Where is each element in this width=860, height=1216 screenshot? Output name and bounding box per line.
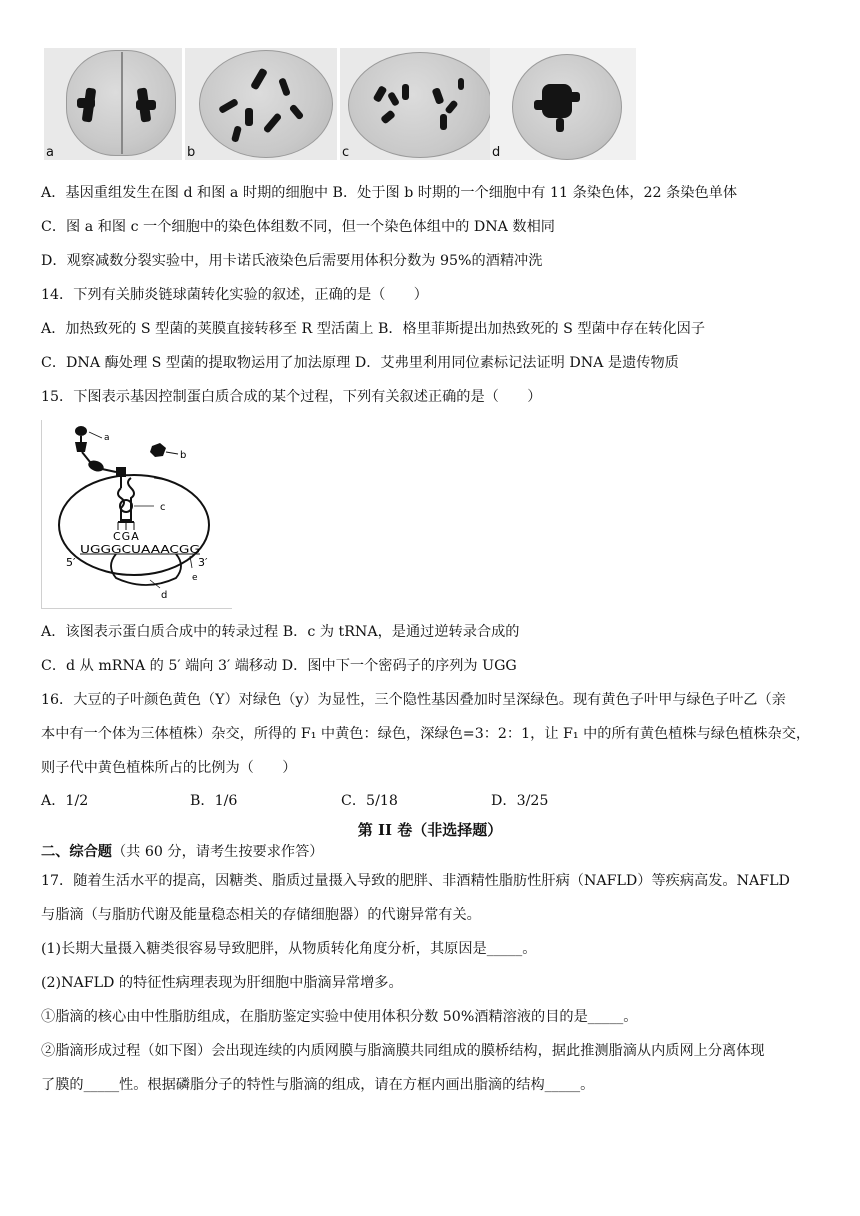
q17-line2: 与脂滴（与脂肪代谢及能量稳态相关的存储细胞器）的代谢异常有关。	[41, 907, 481, 923]
q17-sub1: (1)长期大量摄入糖类很容易导致肥胖，从物质转化角度分析，其原因是_____。	[41, 941, 537, 957]
micrograph-label: a	[46, 145, 54, 160]
label-c: c	[160, 502, 166, 513]
q15-option-cd: C．d 从 mRNA 的 5′ 端向 3′ 端移动 D．图中下一个密码子的序列为 UGG	[41, 658, 517, 674]
q13-option-d: D．观察减数分裂实验中，用卡诺氏液染色后需要用体积分数为 95%的酒精冲洗	[41, 253, 543, 269]
label-e: e	[192, 573, 198, 583]
q17-sub2b-line1: ②脂滴形成过程（如下图）会出现连续的内质网膜与脂滴膜共同组成的膜桥结构，据此推测脂滴从内质网上分离体现	[41, 1043, 765, 1059]
q14-stem: 14．下列有关肺炎链球菌转化实验的叙述，正确的是（ ）	[41, 287, 428, 303]
q16-stem-line2: 本中有一个体为三体植株）杂交，所得的 F₁ 中黄色：绿色，深绿色=3：2：1，让 F₁ 中的所有黄色植株与绿色植株杂交，	[41, 726, 811, 742]
section-header-rest: （共 60 分，请考生按要求作答）	[111, 844, 324, 860]
mrna-sequence: UGGGCUAAACGG	[80, 543, 200, 556]
mrna-3prime: 3′	[198, 556, 208, 569]
q16-stem-line3: 则子代中黄色植株所占的比例为（ ）	[41, 760, 297, 776]
label-b: b	[180, 450, 187, 461]
q15-option-ab: A．该图表示蛋白质合成中的转录过程 B．c 为 tRNA，是通过逆转录合成的	[41, 624, 520, 640]
mrna-5prime: 5′	[66, 556, 76, 569]
q17-sub2a: ①脂滴的核心由中性脂肪组成，在脂肪鉴定实验中使用体积分数 50%酒精溶液的目的是_____。	[41, 1009, 638, 1025]
micrograph-label: b	[187, 145, 196, 160]
micrograph-label: c	[342, 145, 350, 160]
micrograph-a	[44, 48, 182, 160]
q16-option-a: A．1/2	[41, 793, 89, 809]
section-title: 第 II 卷（非选择题）	[357, 821, 503, 839]
micrograph-label: d	[492, 145, 501, 160]
q16-option-d: D．3/25	[491, 793, 549, 809]
q17-line1: 17．随着生活水平的提高，因糖类、脂质过量摄入导致的肥胖、非酒精性脂肪性肝病（NAFLD）等疾病高发。NAFLD	[41, 873, 790, 889]
anticodon-text: CGA	[113, 530, 140, 543]
q13-option-c: C．图 a 和图 c 一个细胞中的染色体组数不同，但一个染色体组中的 DNA 数相同	[41, 219, 555, 235]
q14-option-cd: C．DNA 酶处理 S 型菌的提取物运用了加法原理 D．艾弗里利用同位素标记法证明 DNA 是遗传物质	[41, 355, 679, 371]
q15-stem: 15．下图表示基因控制蛋白质合成的某个过程，下列有关叙述正确的是（ ）	[41, 389, 542, 405]
section-header-bold: 二、综合题	[41, 844, 112, 860]
section-header	[41, 842, 323, 862]
micrograph-c	[340, 48, 495, 160]
q14-option-ab: A．加热致死的 S 型菌的荚膜直接转移至 R 型活菌上 B．格里菲斯提出加热致死的 S 型菌中存在转化因子	[41, 321, 706, 337]
micrograph-b	[185, 48, 337, 160]
micrograph-d	[490, 48, 636, 160]
q16-option-c: C．5/18	[341, 793, 398, 809]
q17-sub2: (2)NAFLD 的特征性病理表现为肝细胞中脂滴异常增多。	[41, 975, 403, 991]
translation-diagram	[41, 420, 232, 609]
label-a: a	[104, 433, 110, 443]
q17-sub2b-line2: 了膜的_____性。根据磷脂分子的特性与脂滴的组成，请在方框内画出脂滴的结构_____。	[41, 1077, 595, 1093]
label-d: d	[161, 590, 168, 601]
q16-stem-line1: 16．大豆的子叶颜色黄色（Y）对绿色（y）为显性，三个隐性基因叠加时呈深绿色。现有黄色子叶甲与绿色子叶乙（亲	[41, 692, 786, 708]
q13-option-ab: A．基因重组发生在图 d 和图 a 时期的细胞中 B．处于图 b 时期的一个细胞中有 11 条染色体，22 条染色单体	[41, 185, 738, 201]
q16-option-b: B．1/6	[190, 793, 238, 809]
translation-diagram-svg	[42, 420, 232, 608]
